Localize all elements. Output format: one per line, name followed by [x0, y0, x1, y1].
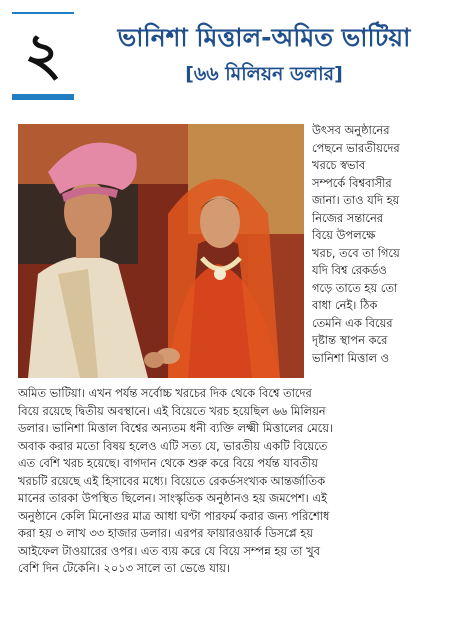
- side-line: জানা। তাও যদি হয়: [312, 193, 400, 207]
- side-line: ভানিশা মিত্তাল ও: [312, 350, 390, 365]
- article-side-column: [312, 122, 444, 367]
- body-line: বেশি দিন টেকেনি। ২০১৩ সালে তা ভেঙে যায়।: [18, 561, 230, 575]
- body-line: অমিত ভাটিয়া। এখন পর্যন্ত সর্বোচ্চ খরচের দিক থেকে বিশ্বে তাদের: [18, 386, 312, 400]
- body-line: মানের তারকা উপস্থিত ছিলেন। সাংস্কৃতিক অনুষ্ঠানও হয় জমপেশ। এই: [18, 491, 327, 505]
- wedding-photo: [18, 124, 304, 378]
- article-number: ২: [12, 12, 74, 100]
- side-line: বাধা নেই। ঠিক: [312, 298, 378, 312]
- side-line: খরচ, তবে তা গিয়ে: [312, 245, 400, 260]
- body-line: অবাক করার মতো বিষয় হলেও এটি সত্য যে, ভারতীয় একটি বিয়েতে: [18, 438, 328, 453]
- body-line: করা হয় ৩ লাখ ৩৩ হাজার ডলার। এরপর ফায়ারওয়ার্ক ডিসপ্লে হয়: [18, 526, 313, 540]
- side-line: যদি বিশ্ব রেকর্ডও: [312, 263, 387, 277]
- side-line: গড়ে তাতে হয় তো: [312, 280, 398, 295]
- body-line: খরচটি রয়েছে এই হিসাবের মধ্যে। বিয়েতে রেকর্ডসংখ্যক আন্তর্জাতিক: [18, 473, 326, 488]
- body-line: ডলার। ভানিশা মিত্তাল বিশ্বের অন্যতম ধনী ব্যক্তি লক্ষ্মী মিত্তালের মেয়ে।: [18, 421, 334, 435]
- side-line: উৎসব অনুষ্ঠানের: [312, 123, 390, 137]
- side-line: বিয়ে উপলক্ষে: [312, 228, 376, 242]
- side-line: দৃষ্টান্ত স্থাপন করে: [312, 333, 388, 347]
- article-body: [18, 385, 444, 578]
- body-line: বিয়ে রয়েছে দ্বিতীয় অবস্থানে। এই বিয়েতে খরচ হয়েছিল ৬৬ মিলিয়ন: [18, 403, 326, 418]
- body-line: এত বেশি খরচ হয়েছে। বাগদান থেকে শুরু করে বিয়ে পর্যন্ত যাবতীয়: [18, 456, 318, 470]
- side-line: পেছনে ভারতীয়দের: [312, 140, 400, 155]
- article-title: ভানিশা মিত্তাল-অমিত ভাটিয়া: [117, 23, 411, 52]
- side-line: সম্পর্কে বিশ্ববাসীর: [312, 175, 392, 190]
- article-subtitle: [৬৬ মিলিয়ন ডলার]: [185, 63, 343, 85]
- side-line: তেমনি এক বিয়ের: [312, 315, 393, 330]
- side-line: খরচে স্বভাব: [312, 158, 366, 172]
- body-line: অনুষ্ঠানে কেলি মিনোগুর মাত্র আধা ঘণ্টা পারফর্ম করার জন্য পরিশোধ: [18, 508, 330, 523]
- side-line: নিজের সন্তানের: [312, 210, 384, 225]
- wedding-photo-illustration: [18, 124, 304, 378]
- body-line: আইফেল টাওয়ারের ওপর। এত ব্যয় করে যে বিয়ে সম্পন্ন হয় তা খুব: [18, 543, 320, 558]
